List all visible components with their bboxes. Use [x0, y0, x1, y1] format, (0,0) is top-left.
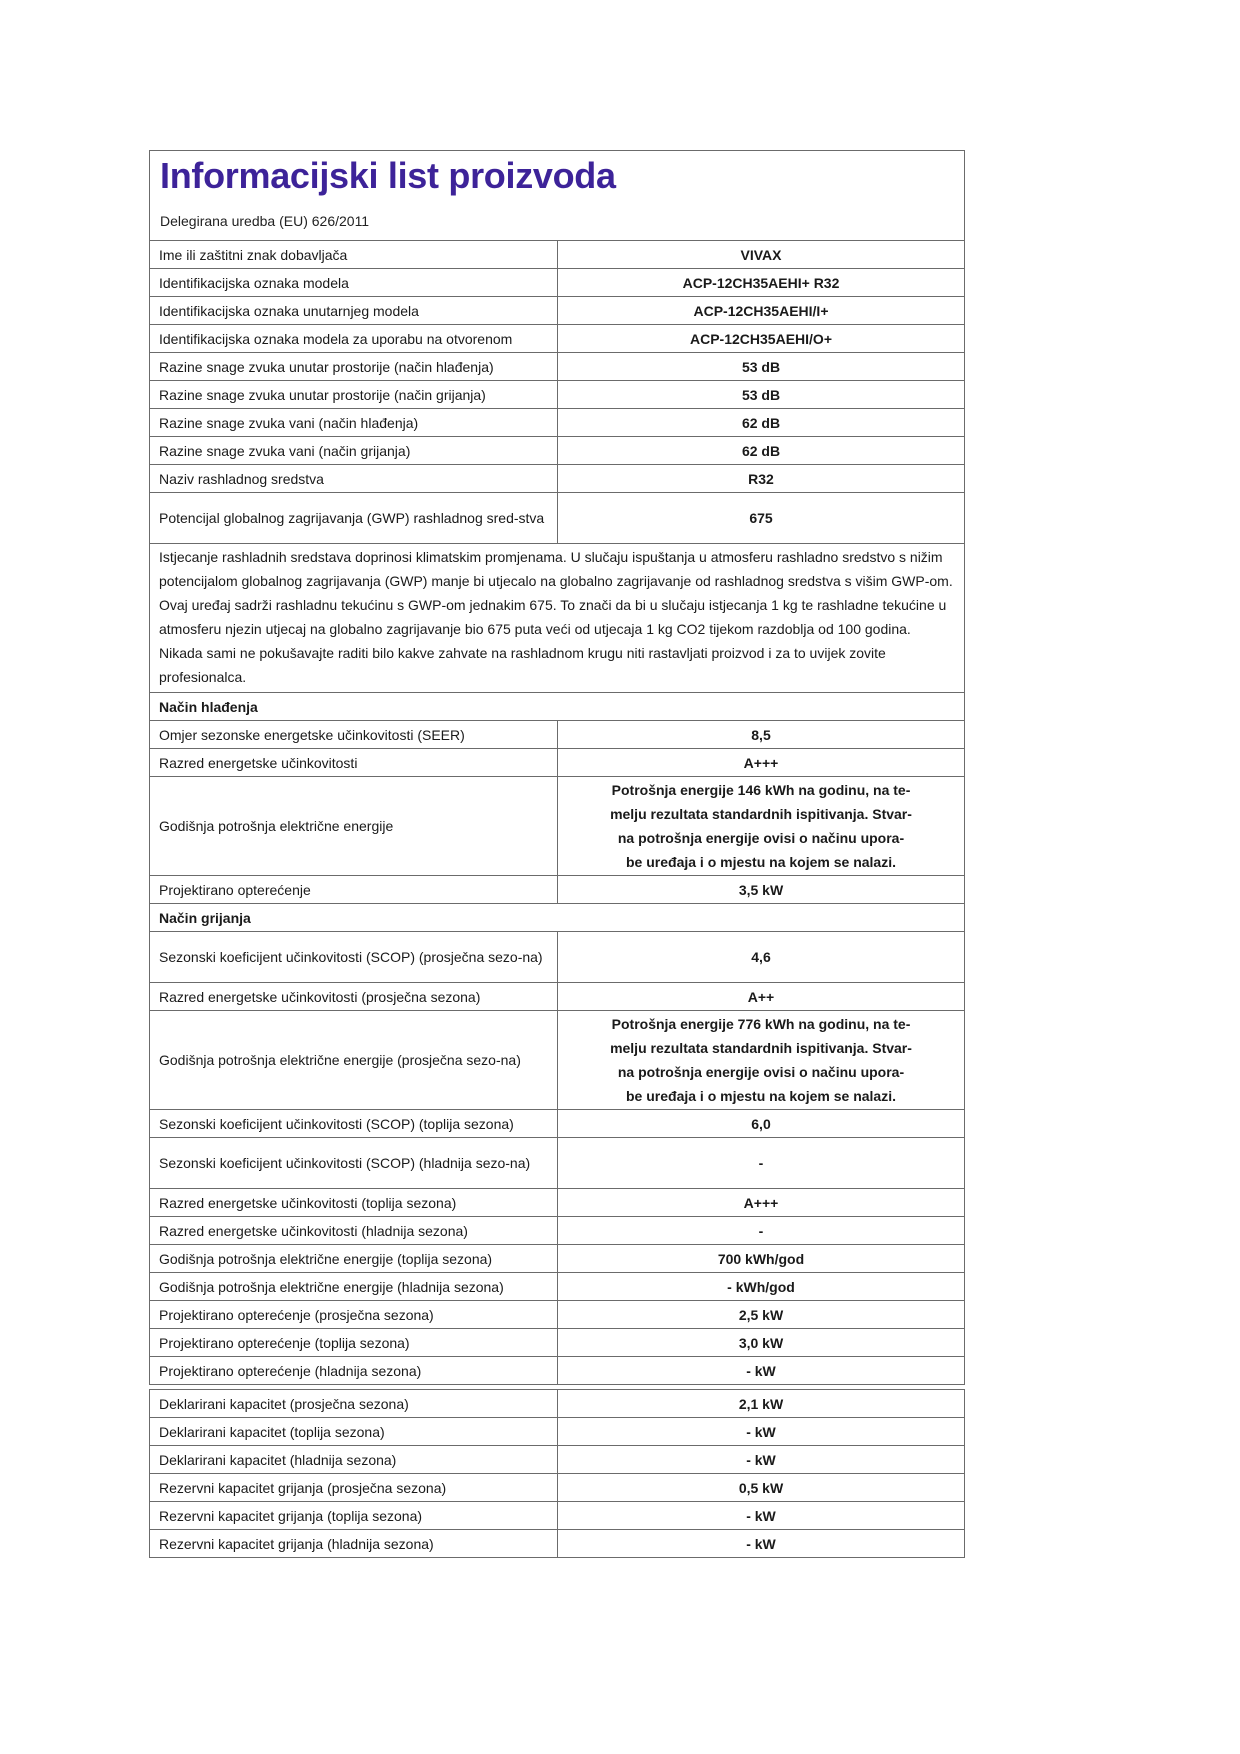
table-row [150, 932, 965, 983]
section-heading-cooling: Način hlađenja [150, 693, 965, 721]
table-row [150, 983, 965, 1011]
value-line: be uređaja i o mjestu na kojem se nalazi. [626, 854, 896, 870]
row-value: 6,0 [558, 1110, 965, 1138]
table-row [150, 1474, 965, 1502]
refrigerant-note: Istjecanje rashladnih sredstava doprinosi klimatskim promjenama. U slučaju ispuštanja u atmosferu rashladno sredstvo s nižim potencijalom globalnog zagrijavanja (GWP) manje bi utjecalo na globalno zagrijavanje od rashladnog sredstva s višim GWP-om. Ovaj uređaj sadrži rashladnu tekućinu s GWP-om jednakim 675. To znači da bi u slučaju istjecanja 1 kg te rashladne tekućine u atmosferu njezin utjecaj na globalno zagrijavanje bio 675 puta veći od utjecaja 1 kg CO2 tijekom razdoblja od 100 godina. Nikada sami ne pokušavajte raditi bilo kakve zahvate na rashladnom krugu niti rastavljati proizvod i za to uvijek zovite profesionalca. [150, 544, 965, 693]
table-row [150, 297, 965, 325]
row-value: 0,5 kW [558, 1474, 965, 1502]
table-row [150, 1446, 965, 1474]
row-value: ACP-12CH35AEHI+ R32 [558, 269, 965, 297]
table-row [150, 493, 965, 544]
table-row [150, 1301, 965, 1329]
row-label: Razine snage zvuka unutar prostorije (način grijanja) [150, 381, 558, 409]
refrigerant-note-row [150, 544, 965, 693]
row-label: Godišnja potrošnja električne energije [150, 777, 558, 876]
table-row [150, 1189, 965, 1217]
table-row [150, 437, 965, 465]
row-value: - kW [558, 1530, 965, 1558]
table-row [150, 876, 965, 904]
table-row [150, 241, 965, 269]
table-row [150, 353, 965, 381]
section-heading-heating: Način grijanja [150, 904, 965, 932]
row-label: Razred energetske učinkovitosti (prosječna sezona) [150, 983, 558, 1011]
heating-heading-row [150, 904, 965, 932]
row-value: 2,1 kW [558, 1390, 965, 1418]
table-row [150, 325, 965, 353]
row-label: Godišnja potrošnja električne energije (hladnija sezona) [150, 1273, 558, 1301]
row-value: 2,5 kW [558, 1301, 965, 1329]
table-row [150, 1273, 965, 1301]
row-label: Sezonski koeficijent učinkovitosti (SCOP) (prosječna sezo-na) [150, 932, 558, 983]
row-value: R32 [558, 465, 965, 493]
capacity-table [149, 1389, 965, 1558]
value-line: na potrošnja energije ovisi o načinu upora- [617, 1064, 905, 1080]
row-value: - kW [558, 1446, 965, 1474]
row-value [558, 777, 965, 876]
row-label: Identifikacijska oznaka modela [150, 269, 558, 297]
value-line: na potrošnja energije ovisi o načinu upora- [617, 830, 905, 846]
row-label: Razine snage zvuka unutar prostorije (način hlađenja) [150, 353, 558, 381]
row-label: Deklarirani kapacitet (prosječna sezona) [150, 1390, 558, 1418]
table-row [150, 1530, 965, 1558]
row-label: Rezervni kapacitet grijanja (hladnija sezona) [150, 1530, 558, 1558]
value-line: be uređaja i o mjestu na kojem se nalazi. [626, 1088, 896, 1104]
row-value: 62 dB [558, 409, 965, 437]
row-value: - kWh/god [558, 1273, 965, 1301]
table-row [150, 409, 965, 437]
row-label: Deklarirani kapacitet (hladnija sezona) [150, 1446, 558, 1474]
row-label: Godišnja potrošnja električne energije (toplija sezona) [150, 1245, 558, 1273]
row-value: VIVAX [558, 241, 965, 269]
row-label: Rezervni kapacitet grijanja (toplija sezona) [150, 1502, 558, 1530]
value-line: melju rezultata standardnih ispitivanja. Stvar- [610, 1040, 912, 1056]
row-value [558, 1011, 965, 1110]
row-label: Razred energetske učinkovitosti (toplija sezona) [150, 1189, 558, 1217]
row-label: Projektirano opterećenje (hladnija sezona) [150, 1357, 558, 1385]
row-value: A+++ [558, 1189, 965, 1217]
row-label: Sezonski koeficijent učinkovitosti (SCOP) (toplija sezona) [150, 1110, 558, 1138]
row-label: Rezervni kapacitet grijanja (prosječna sezona) [150, 1474, 558, 1502]
table-row [150, 1390, 965, 1418]
table-row [150, 721, 965, 749]
row-value: - kW [558, 1502, 965, 1530]
row-value: - kW [558, 1418, 965, 1446]
table-row [150, 1357, 965, 1385]
row-label: Godišnja potrošnja električne energije (prosječna sezo-na) [150, 1011, 558, 1110]
table-row [150, 381, 965, 409]
row-value: A++ [558, 983, 965, 1011]
cooling-heading-row [150, 693, 965, 721]
value-line: Potrošnja energije 776 kWh na godinu, na te- [611, 1016, 911, 1032]
row-value: 62 dB [558, 437, 965, 465]
row-value: - [558, 1138, 965, 1189]
row-value: 8,5 [558, 721, 965, 749]
row-label: Projektirano opterećenje (prosječna sezona) [150, 1301, 558, 1329]
value-line: melju rezultata standardnih ispitivanja. Stvar- [610, 806, 912, 822]
table-row [150, 1011, 965, 1110]
row-value: - kW [558, 1357, 965, 1385]
row-label: Projektirano opterećenje [150, 876, 558, 904]
table-row [150, 1110, 965, 1138]
row-label: Projektirano opterećenje (toplija sezona) [150, 1329, 558, 1357]
document-title: Informacijski list proizvoda [160, 155, 616, 196]
document-subtitle: Delegirana uredba (EU) 626/2011 [160, 213, 370, 229]
table-row [150, 1329, 965, 1357]
row-value: 4,6 [558, 932, 965, 983]
row-label: Omjer sezonske energetske učinkovitosti (SEER) [150, 721, 558, 749]
row-value: 53 dB [558, 381, 965, 409]
spec-table [149, 240, 965, 1385]
row-value: 3,5 kW [558, 876, 965, 904]
table-row [150, 1138, 965, 1189]
row-value: 675 [558, 493, 965, 544]
row-value: 3,0 kW [558, 1329, 965, 1357]
table-row [150, 777, 965, 876]
table-row [150, 1502, 965, 1530]
table-row [150, 269, 965, 297]
product-info-sheet [149, 150, 965, 1558]
value-line: Potrošnja energije 146 kWh na godinu, na te- [611, 782, 911, 798]
row-label: Ime ili zaštitni znak dobavljača [150, 241, 558, 269]
row-label: Naziv rashladnog sredstva [150, 465, 558, 493]
row-value: 53 dB [558, 353, 965, 381]
row-value: ACP-12CH35AEHI/O+ [558, 325, 965, 353]
row-value: ACP-12CH35AEHI/I+ [558, 297, 965, 325]
row-label: Razine snage zvuka vani (način hlađenja) [150, 409, 558, 437]
row-label: Razine snage zvuka vani (način grijanja) [150, 437, 558, 465]
row-value: A+++ [558, 749, 965, 777]
table-row [150, 465, 965, 493]
row-label: Razred energetske učinkovitosti [150, 749, 558, 777]
table-row [150, 1418, 965, 1446]
row-value: - [558, 1217, 965, 1245]
table-row [150, 749, 965, 777]
row-label: Razred energetske učinkovitosti (hladnija sezona) [150, 1217, 558, 1245]
row-label: Identifikacijska oznaka unutarnjeg modela [150, 297, 558, 325]
row-label: Identifikacijska oznaka modela za uporabu na otvorenom [150, 325, 558, 353]
table-row [150, 1245, 965, 1273]
row-value: 700 kWh/god [558, 1245, 965, 1273]
row-label: Sezonski koeficijent učinkovitosti (SCOP) (hladnija sezo-na) [150, 1138, 558, 1189]
table-row [150, 1217, 965, 1245]
row-label: Deklarirani kapacitet (toplija sezona) [150, 1418, 558, 1446]
row-label: Potencijal globalnog zagrijavanja (GWP) rashladnog sred-stva [150, 493, 558, 544]
sheet-header [149, 150, 965, 240]
